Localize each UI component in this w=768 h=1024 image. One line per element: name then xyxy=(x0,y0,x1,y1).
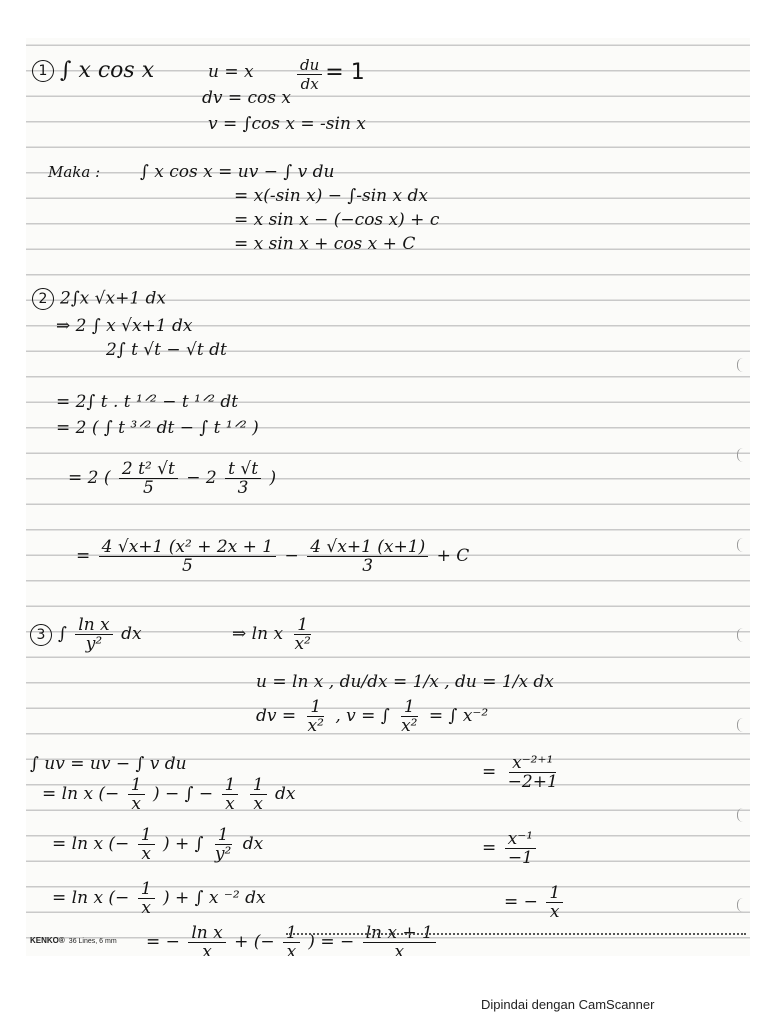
problem-2-line-5: = 2 ( ∫ t ³ᐟ² dt − ∫ t ¹ᐟ² ) xyxy=(56,418,259,438)
problem-2-line-3: 2∫ t √t − √t dt xyxy=(106,340,227,360)
step-1: ∫ x cos x = uv − ∫ v du xyxy=(140,162,335,182)
side-calc-3: = − $\frac{1}{x}$ xyxy=(504,884,566,921)
margin-mark xyxy=(737,808,744,822)
dotted-bottom-rule xyxy=(286,933,746,935)
problem-3-final: = − $\frac{\text{ln x}}{x}$ + (− $\frac{1}{x}$ ) = − $\frac{\text{ln x + 1}}{x}$ xyxy=(146,924,439,956)
margin-mark xyxy=(737,718,744,732)
notebook-page xyxy=(26,38,750,956)
margin-mark xyxy=(737,628,744,642)
problem-3-step-3: = ln x (− $\frac{1}{x}$ ) + ∫ $\frac{1}{\text{y²}}$ dx xyxy=(52,825,264,864)
problem-2-line-4: = 2∫ t . t ¹ᐟ² − t ¹ᐟ² dt xyxy=(56,392,239,412)
problem-1-expression: ∫ x cos x xyxy=(60,58,155,83)
step-3: = x sin x − (−cos x) + c xyxy=(234,210,440,230)
margin-mark xyxy=(737,898,744,912)
du-dx-fraction: $\frac{du}{dx}$ = 1 xyxy=(294,56,365,93)
problem-2-result: = $\frac{\text{4 √x+1 (x² + 2x + 1}}{5}$ − $\frac{4 √x+1 (x+1)}{3}$ + C xyxy=(76,537,470,576)
dv-v-definition: dv = $\frac{1}{\text{x²}}$ , v = ∫ $\frac{1}{\text{x²}}$ = ∫ x⁻² xyxy=(256,697,489,736)
margin-mark xyxy=(737,358,744,372)
v-definition: v = ∫cos x = -sin x xyxy=(208,114,366,134)
problem-3-step-1: ∫ uv = uv − ∫ v du xyxy=(30,754,187,774)
notebook-brand: KENKO® 36 Lines, 6 mm xyxy=(30,936,117,945)
problem-3-step-4: = ln x (− $\frac{1}{x}$ ) + ∫ x ⁻² dx xyxy=(52,879,266,918)
problem-3-step-2: = ln x (− $\frac{1}{x}$ ) − ∫ − $\frac{1}{x}$ $\frac{1}{x}$ dx xyxy=(42,775,296,814)
margin-mark xyxy=(737,538,744,552)
step-4: = x sin x + cos x + C xyxy=(234,234,416,254)
problem-3-integral: 3 ∫ $\frac{\text{ln x}}{\text{y²}}$ dx xyxy=(30,616,142,653)
side-calc-2: = $\frac{\text{x⁻¹}}{-1}$ xyxy=(482,830,539,867)
u-definition: u = x xyxy=(208,62,254,82)
u-du-definition: u = ln x , du/dx = 1/x , du = 1/x dx xyxy=(256,672,554,692)
problem-number-2: 2 xyxy=(32,288,54,310)
problem-2-line-2: ⇒ 2 ∫ x √x+1 dx xyxy=(56,316,193,336)
problem-number-1: 1 xyxy=(32,60,54,82)
dv-definition: dv = cos x xyxy=(202,88,292,108)
problem-3-rewrite: ⇒ ln x $\frac{1}{\text{x²}}$ xyxy=(232,615,311,654)
problem-1-integral xyxy=(32,60,154,82)
problem-2-line-6: = 2 ( $\frac{\text{2 t² √t}}{5}$ − 2 $\frac{t √t}{3}$ ) xyxy=(68,459,277,498)
side-calc-1: = $\frac{\text{x⁻²⁺¹}}{-2+1}$ xyxy=(482,753,558,792)
problem-2-integral: 2 2∫x √x+1 dx xyxy=(32,288,166,310)
step-2: = x(-sin x) − ∫-sin x dx xyxy=(234,186,428,206)
margin-mark xyxy=(737,448,744,462)
maka-label: Maka : xyxy=(48,163,101,181)
scanner-watermark: Dipindai dengan CamScanner xyxy=(481,997,655,1012)
problem-number-3: 3 xyxy=(30,624,52,646)
